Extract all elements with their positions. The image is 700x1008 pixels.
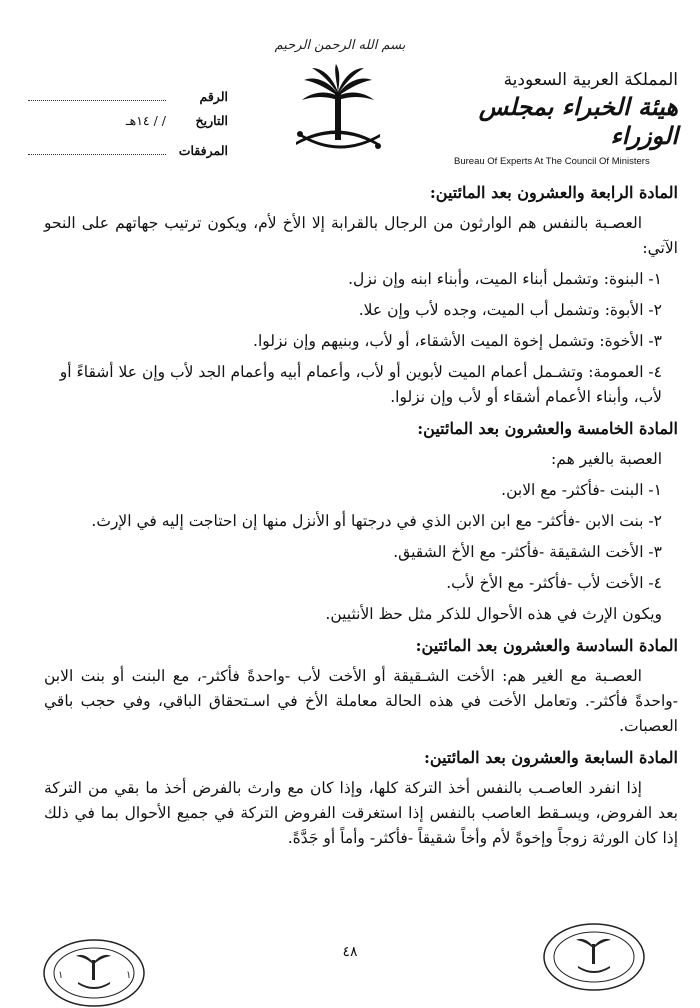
svg-text:١: ١: [126, 970, 132, 981]
article-225-item-1: ١- البنت -فأكثر- مع الابن.: [501, 481, 662, 499]
attachments-label: المرفقات: [178, 143, 228, 158]
article-227-text: إذا انفرد العاصـب بالنفس أخذ التركة كلها، وإذا كان مع وارث بالفرض أخذ ما بقي من التركة بعد الفروض، ويسـقط العاصب بالنفس إذا استغرقت الفروض التركة في جميع الأحوال بما في ذلك إذا كان الورثة زوجاً وإخوةً لأم وأخاً شقيقاً -فأكثر- وأماً أو جَدَّةً.: [44, 779, 678, 847]
date-label: التاريخ: [195, 113, 228, 128]
attachments-row: [28, 140, 228, 167]
official-seal-icon: [42, 938, 146, 1008]
date-row: [28, 113, 228, 140]
article-224-item-1: ١- البنوة: وتشمل أبناء الميت، وأبناء ابنه وإن نزل.: [348, 270, 662, 288]
document-body: [44, 176, 678, 857]
article-225-title: المادة الخامسة والعشرون بعد المائتين:: [417, 419, 678, 438]
number-value: [28, 86, 166, 101]
article-225-item-2: ٢- بنت الابن -فأكثر- مع ابن الابن الذي في درجتها أو الأنزل منها إن احتاجت إليه في الإرث.: [91, 512, 662, 530]
article-224-item-3: ٣- الأخوة: وتشمل إخوة الميت الأشقاء، أو لأب، وبنيهم وإن نزلوا.: [253, 332, 662, 350]
article-224-item-4: ٤- العمومة: وتشـمل أعمام الميت لأبوين أو لأب، وأعمام أبيه وأعمام الجد لأب وإن علا أشقاءً أو لأب، وأبناء الأعمام أشقاء أو لأب وإن نزلوا.: [59, 363, 662, 406]
article-224-title: المادة الرابعة والعشرون بعد المائتين:: [429, 183, 678, 202]
article-225-item-3: ٣- الأخت الشقيقة -فأكثر- مع الأخ الشقيق.: [393, 543, 662, 561]
basmala: بسم الله الرحمن الرحيم: [274, 38, 406, 53]
organization-header: [448, 70, 678, 167]
number-label: الرقم: [199, 89, 228, 104]
article-225-intro: العصبة بالغير هم:: [551, 450, 662, 468]
organization-name-en: Bureau Of Experts At The Council Of Ministers: [454, 156, 650, 167]
attachments-value: [28, 140, 166, 155]
article-226-text: العصـبة مع الغير هم: الأخت الشـقيقة أو الأخت لأب -واحدةً فأكثر-، مع البنت أو بنت الابن -واحدةً فأكثر-. وتعامل الأخت في هذه الحالة معاملة الأخ في اسـتحقاق الباقي، وفي حجب باقي العصبات.: [44, 667, 678, 735]
date-value: / / ١٤هـ: [125, 113, 166, 128]
country-name: المملكة العربية السعودية: [503, 70, 678, 90]
article-224-intro: العصـبة بالنفس هم الوارثون من الرجال بالقرابة إلا الأخ لأم، ويكون ترتيب جهاتهم على النحو الآتي:: [44, 214, 678, 257]
article-227-title: المادة السابعة والعشرون بعد المائتين:: [423, 748, 678, 767]
article-224-item-2: ٢- الأبوة: وتشمل أب الميت، وجده لأب وإن علا.: [358, 301, 662, 319]
official-seal-icon: [542, 922, 646, 992]
svg-text:١: ١: [58, 970, 64, 981]
page-number: ٤٨: [342, 944, 358, 960]
number-row: [28, 86, 228, 113]
article-225-item-4: ٤- الأخت لأب -فأكثر- مع الأخ لأب.: [446, 574, 662, 592]
article-226-title: المادة السادسة والعشرون بعد المائتين:: [415, 636, 678, 655]
document-meta: [28, 86, 228, 167]
article-225-outro: ويكون الإرث في هذه الأحوال للذكر مثل حظ الأنثيين.: [325, 605, 662, 623]
saudi-emblem-icon: [288, 62, 388, 158]
organization-name: هيئة الخبراء بمجلس الوزراء: [478, 92, 678, 150]
